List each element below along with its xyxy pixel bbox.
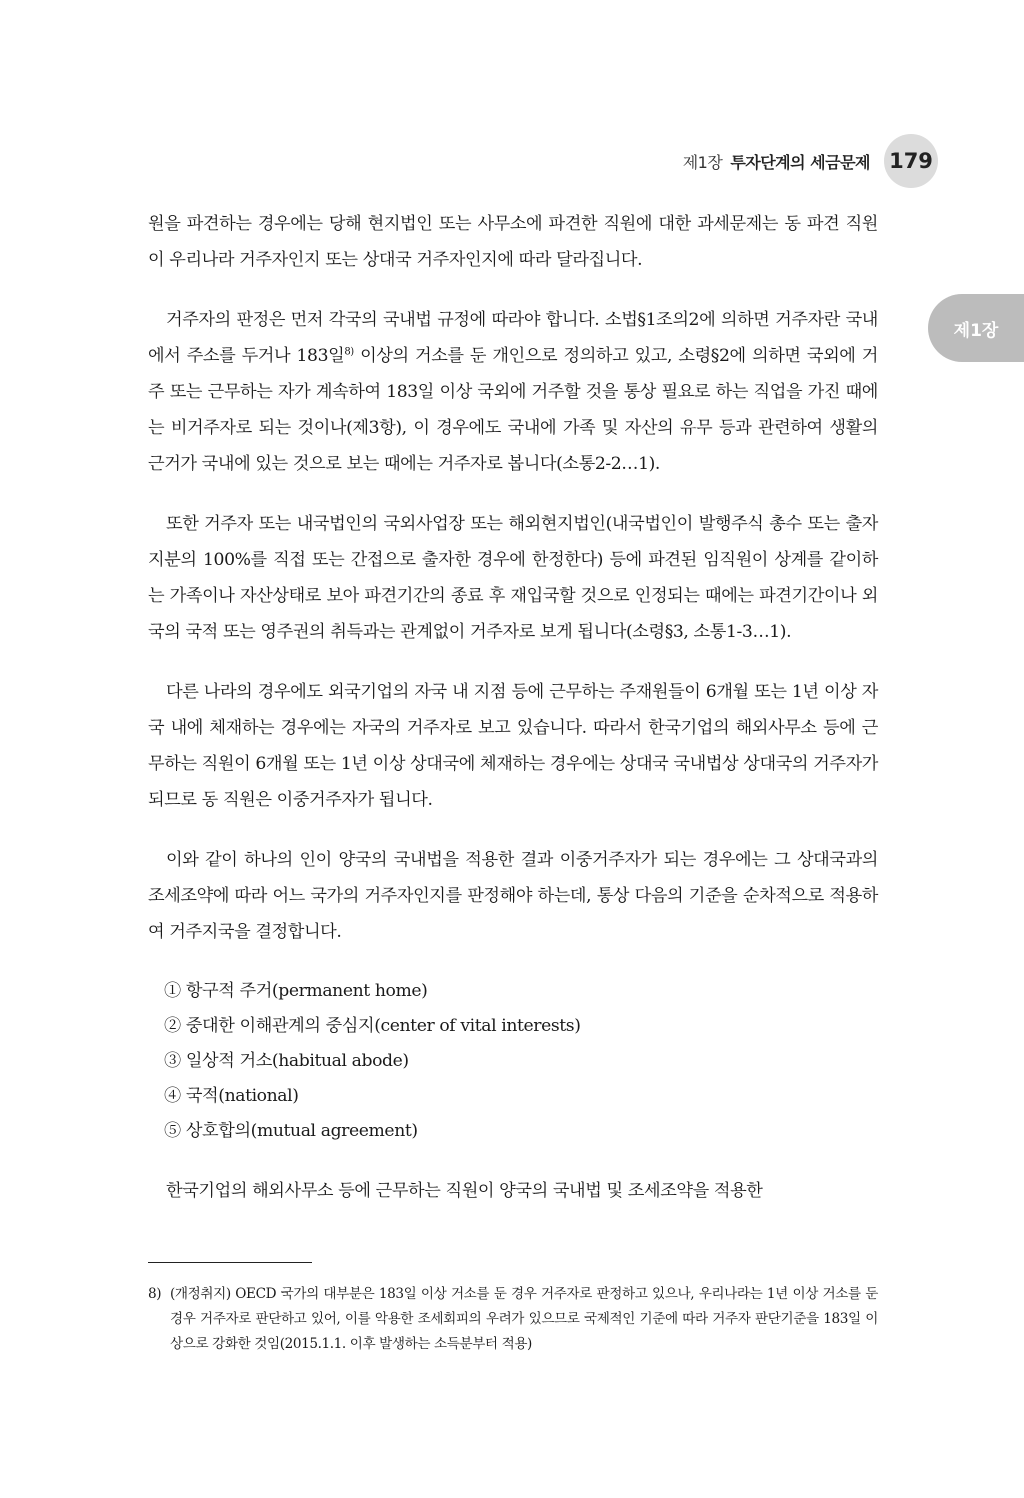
footnote-number: 8) — [148, 1286, 162, 1302]
chapter-side-tab-label: 제1장 — [953, 320, 999, 341]
footnote-text: (개정취지) OECD 국가의 대부분은 183일 이상 거소를 둔 경우 거주자로 판정하고 있으나, 우리나라는 1년 이상 거소를 둔 경우 거주자로 판단하고 있어, 이를 악용한 조세회피의 우려가 있으므로 국제적인 기준에 따라 거주자 판단기준을 183일 이상으로 강화한 것임(2015.1.1. 이후 발생하는 소득분부터 적용) — [170, 1286, 878, 1352]
paragraph-1: 원을 파견하는 경우에는 당해 현지법인 또는 사무소에 파견한 직원에 대한 과세문제는 동 파견 직원이 우리나라 거주자인지 또는 상대국 거주자인지에 따라 달라집니다. — [148, 214, 878, 270]
list-item: ① 항구적 주거(permanent home) — [164, 981, 428, 1001]
paragraph-2 — [148, 302, 878, 482]
list-item: ⑤ 상호합의(mutual agreement) — [164, 1121, 418, 1141]
page-number: 179 — [884, 134, 938, 188]
footnote-reference[interactable]: 8) — [344, 346, 354, 358]
running-header-chapter: 제1장 — [682, 152, 723, 172]
residency-criteria-list — [164, 974, 878, 1149]
page-body — [148, 206, 878, 1233]
paragraph-6: 한국기업의 해외사무소 등에 근무하는 직원이 양국의 국내법 및 조세조약을 적용한 — [166, 1181, 763, 1201]
paragraph-5: 이와 같이 하나의 인이 양국의 국내법을 적용한 결과 이중거주자가 되는 경우에는 그 상대국과의 조세조약에 따라 어느 국가의 거주자인지를 판정해야 하는데, 통상 다음의 기준을 순차적으로 적용하여 거주지국을 결정합니다. — [148, 850, 878, 942]
running-header — [683, 138, 938, 184]
list-item: ③ 일상적 거소(habitual abode) — [164, 1051, 409, 1071]
list-item: ④ 국적(national) — [164, 1086, 299, 1106]
footnote-divider — [148, 1262, 312, 1263]
footnote — [148, 1282, 878, 1357]
paragraph-4: 다른 나라의 경우에도 외국기업의 자국 내 지점 등에 근무하는 주재원들이 6개월 또는 1년 이상 자국 내에 체재하는 경우에는 자국의 거주자로 보고 있습니다. 따라서 한국기업의 해외사무소 등에 근무하는 직원이 6개월 또는 1년 이상 상대국에 체재하는 경우에는 상대국 국내법상 상대국의 거주자가 되므로 동 직원은 이중거주자가 됩니다. — [148, 682, 878, 810]
chapter-side-tab — [928, 294, 1024, 362]
paragraph-2-part-1: 거주자의 판정은 먼저 각국의 국내법 규정에 따라야 합니다. 소법§1조의2에 의하면 거주자란 국내에서 주소를 두거나 183일 — [148, 310, 878, 366]
list-item: ② 중대한 이해관계의 중심지(center of vital interests) — [164, 1016, 581, 1036]
paragraph-3: 또한 거주자 또는 내국법인의 국외사업장 또는 해외현지법인(내국법인이 발행주식 총수 또는 출자지분의 100%를 직접 또는 간접으로 출자한 경우에 한정한다) 등에 파견된 임직원이 상계를 같이하는 가족이나 자산상태로 보아 파견기간의 종료 후 재입국할 것으로 인정되는 때에는 파견기간이나 외국의 국적 또는 영주권의 취득과는 관계없이 거주자로 보게 됩니다(소령§3, 소통1-3…1). — [148, 514, 878, 642]
running-header-title: 투자단계의 세금문제 — [730, 152, 870, 172]
paragraph-2-part-2: 이상의 거소를 둔 개인으로 정의하고 있고, 소령§2에 의하면 국외에 거주 또는 근무하는 자가 계속하여 183일 이상 국외에 거주할 것을 통상 필요로 하는 직업을 가진 때에는 비거주자로 되는 것이나(제3항), 이 경우에도 국내에 가족 및 자산의 유무 등과 관련하여 생활의 근거가 국내에 있는 것으로 보는 때에는 거주자로 봅니다(소통2-2…1). — [148, 346, 879, 474]
